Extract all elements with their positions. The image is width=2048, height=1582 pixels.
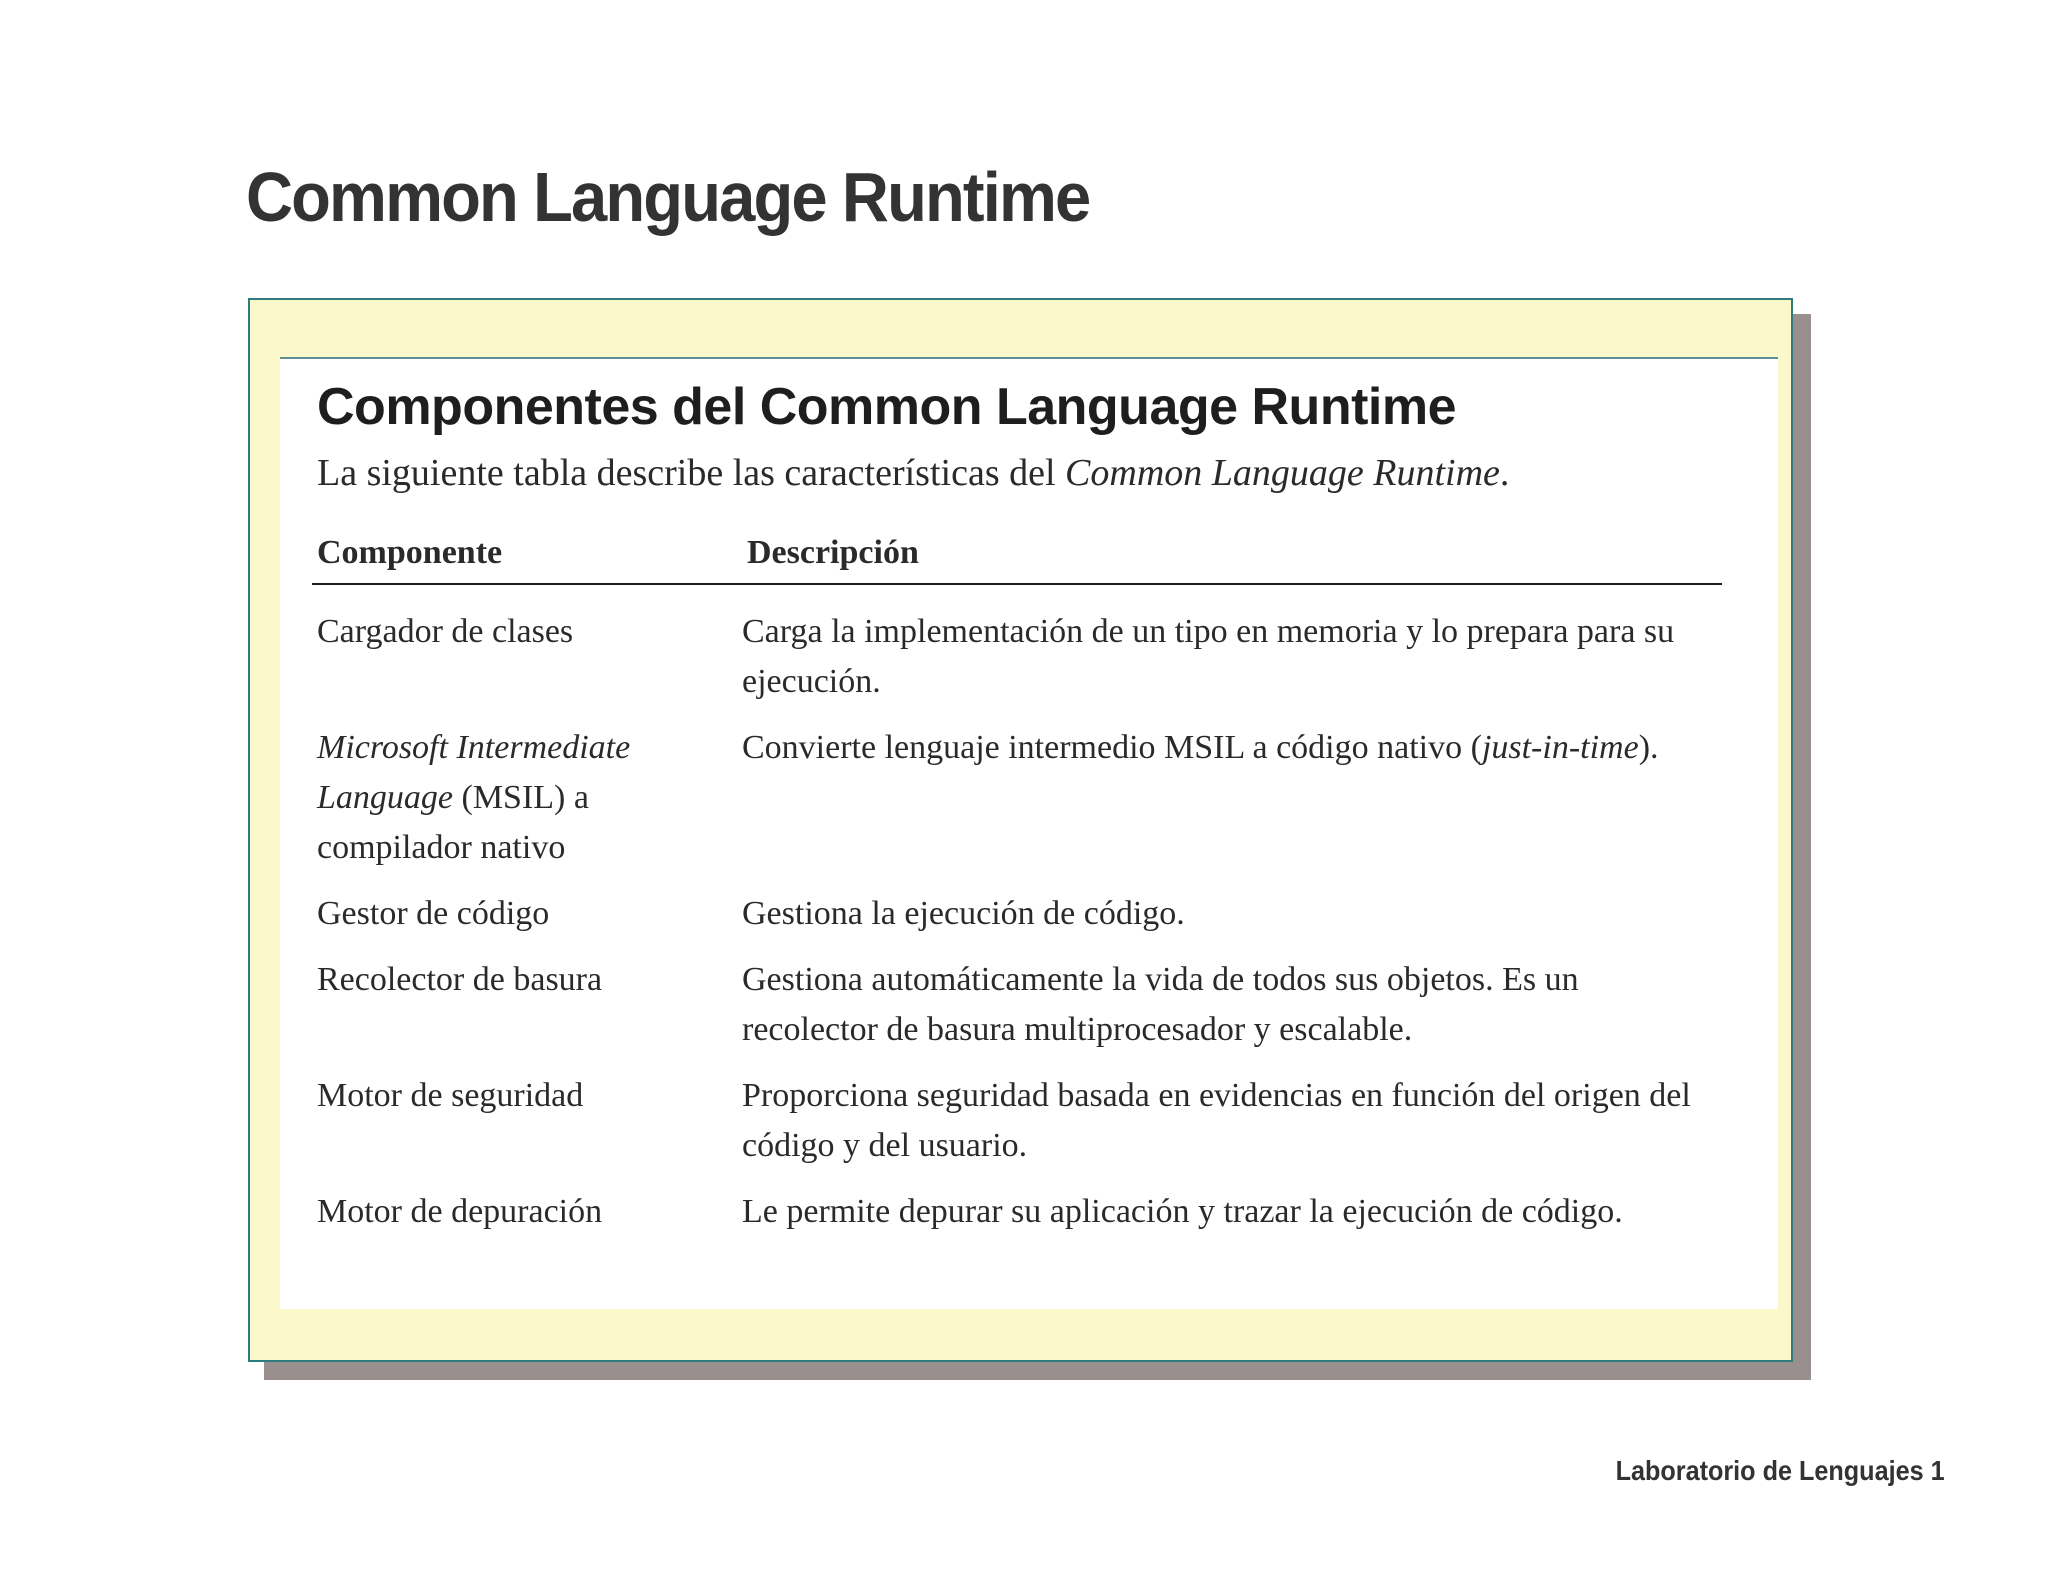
cell-description: Gestiona la ejecución de código. — [742, 895, 1185, 932]
components-table — [312, 533, 1722, 1237]
table-header — [312, 533, 1722, 585]
content-panel — [280, 357, 1778, 1309]
intro-prefix: La siguiente tabla describe las características del — [317, 452, 1066, 494]
cell-component: Recolector de basura — [317, 961, 603, 998]
cell-component: Motor de seguridad — [317, 1077, 584, 1114]
table-row — [312, 723, 1722, 873]
cell-description: Gestiona automáticamente la vida de todos sus objetos. Es un recolector de basura multiprocesador y escalable. — [742, 961, 1579, 1048]
cell-component — [312, 723, 737, 873]
slide-footer: Laboratorio de Lenguajes 1 — [1615, 1455, 1945, 1486]
description-text: Convierte lenguaje intermedio MSIL a código nativo ( — [742, 729, 1482, 766]
component-text: (MSIL) a — [453, 779, 589, 816]
table-row — [312, 889, 1722, 939]
table-row — [312, 1071, 1722, 1171]
panel-heading: Componentes del Common Language Runtime — [317, 378, 1456, 436]
component-emphasis: Microsoft Intermediate — [317, 729, 631, 766]
cell-component: Cargador de clases — [317, 613, 574, 650]
table-row — [312, 607, 1722, 707]
table-row — [312, 955, 1722, 1055]
component-text: compilador nativo — [317, 829, 566, 866]
cell-component: Motor de depuración — [317, 1193, 603, 1230]
header-component: Componente — [317, 534, 503, 571]
intro-emphasis: Common Language Runtime — [1065, 452, 1500, 494]
intro-suffix: . — [1499, 452, 1510, 494]
cell-description: Proporciona seguridad basada en evidencias en función del origen del código y del usuario. — [742, 1077, 1691, 1164]
panel-intro — [317, 451, 1509, 497]
header-description: Descripción — [747, 534, 919, 571]
cell-description — [737, 723, 1722, 873]
cell-description: Le permite depurar su aplicación y trazar la ejecución de código. — [742, 1193, 1623, 1230]
slide-title: Common Language Runtime — [246, 158, 1090, 236]
cell-component: Gestor de código — [317, 895, 550, 932]
cell-description: Carga la implementación de un tipo en memoria y lo prepara para su ejecución. — [742, 613, 1675, 700]
description-emphasis: just-in-time — [1481, 729, 1639, 766]
description-text: ). — [1638, 729, 1659, 766]
table-row — [312, 1187, 1722, 1237]
component-emphasis: Language — [317, 779, 453, 816]
